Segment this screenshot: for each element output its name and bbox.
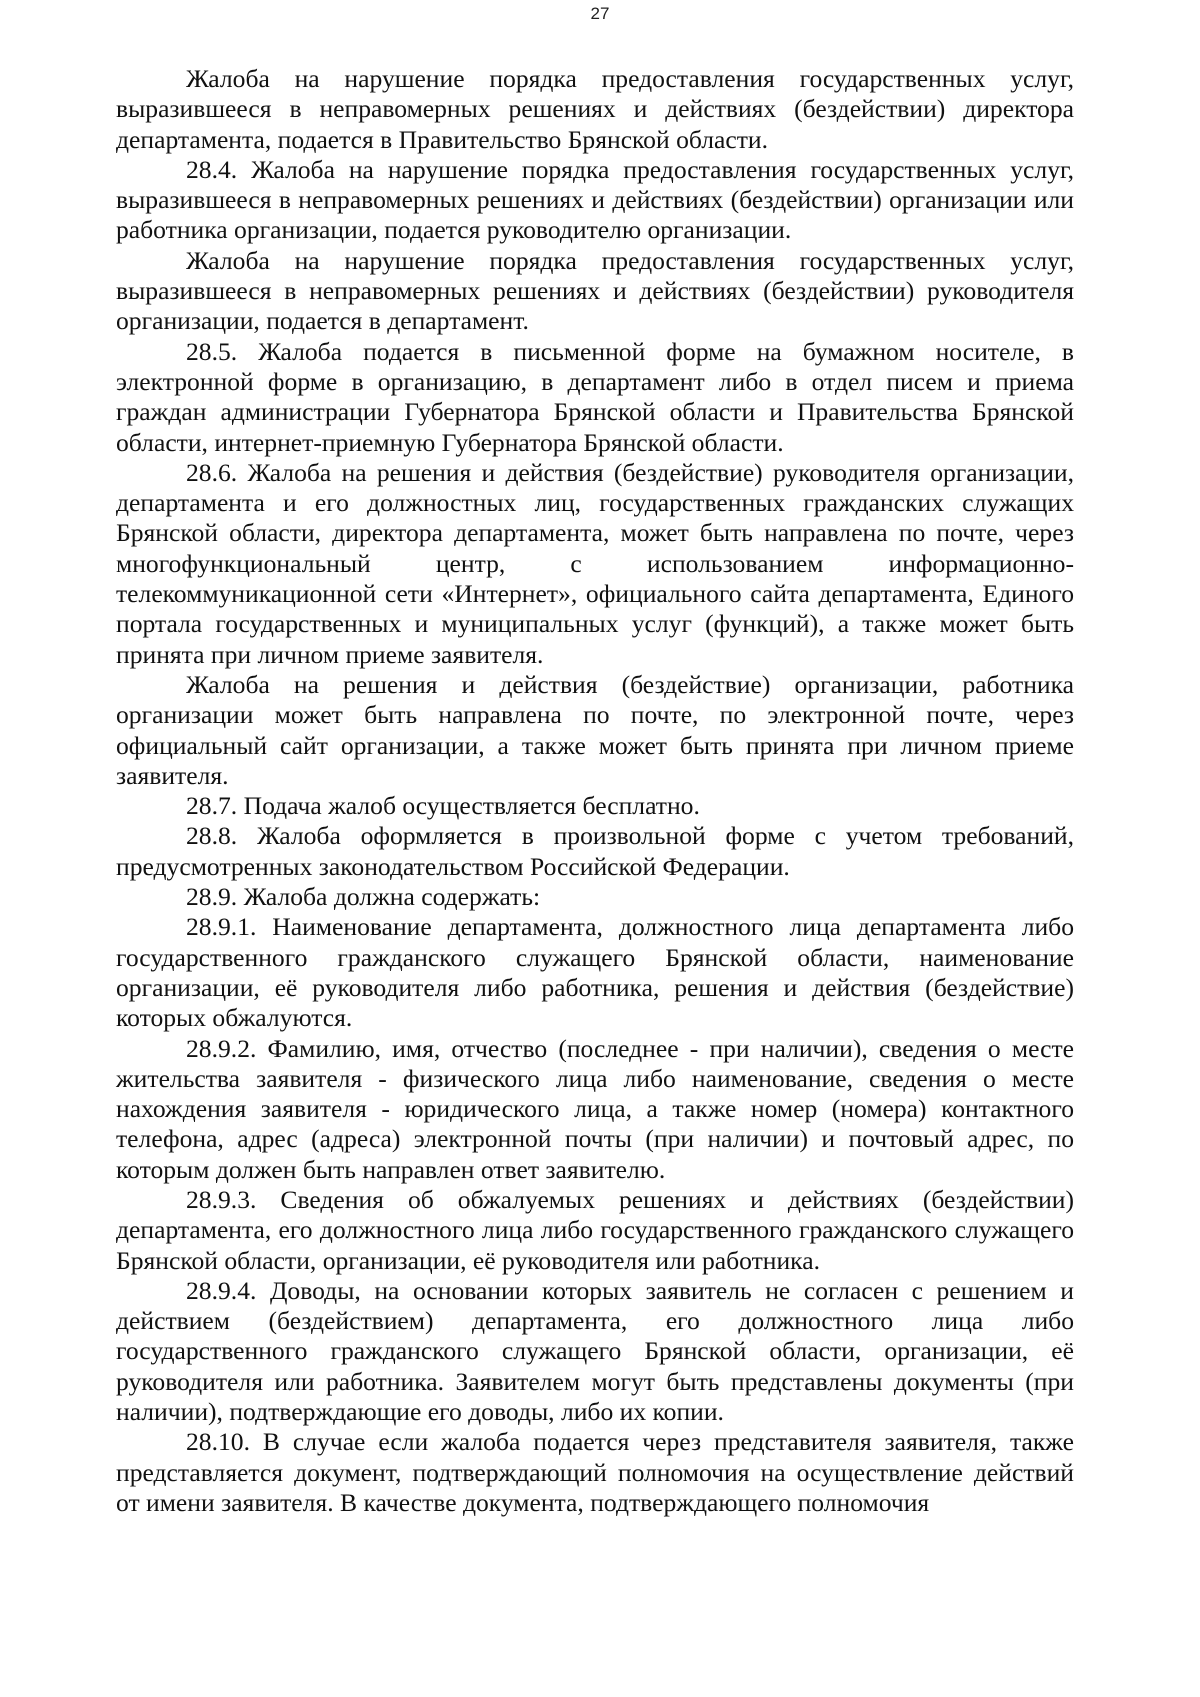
paragraph-complaint-director: Жалоба на нарушение порядка предоставления государственных услуг, выразившееся в неправомерных решениях и действиях (бездействии) директора департамента, подается в Правительство Брянской области.	[116, 64, 1074, 154]
paragraph-28-5: 28.5. Жалоба подается в письменной форме на бумажном носителе, в электронной форме в организацию, в департамент либо в отдел писем и приема граждан администрации Губернатора Брянской области и Правительства Брянской области, интернет-приемную Губернатора Брянской области.	[116, 336, 1074, 457]
paragraph-28-9: 28.9. Жалоба должна содержать:	[186, 882, 541, 912]
paragraph-complaint-org-head: Жалоба на нарушение порядка предоставления государственных услуг, выразившееся в неправомерных решениях и действиях (бездействии) руководителя организации, подается в департамент.	[116, 245, 1074, 336]
paragraph-28-9-4: 28.9.4. Доводы, на основании которых заявитель не согласен с решением и действием (бездействием) департамента, его должностного лица либо государственного гражданского служащего Брянской области, организации, её руководителя или работника. Заявителем могут быть представлены документы (при наличии), подтверждающие его доводы, либо их копии.	[116, 1275, 1074, 1427]
paragraph-28-9-3: 28.9.3. Сведения об обжалуемых решениях и действиях (бездействии) департамента, его должностного лица либо государственного гражданского служащего Брянской области, организации, её руководителя или работника.	[116, 1184, 1074, 1275]
paragraph-28-7: 28.7. Подача жалоб осуществляется бесплатно.	[186, 791, 700, 821]
paragraph-28-10: 28.10. В случае если жалоба подается через представителя заявителя, также представляется документ, подтверждающий полномочия на осуществление действий от имени заявителя. В качестве документа, подтверждающего полномочия	[116, 1427, 1074, 1517]
paragraph-28-6: 28.6. Жалоба на решения и действия (бездействие) руководителя организации, департамента и его должностных лиц, государственных гражданских служащих Брянской области, директора департамента, может быть направлена по почте, через многофункциональный центр, с использованием информационно-телекоммуникационной сети «Интернет», официального сайта департамента, Единого портала государственных и муниципальных услуг (функций), а также может быть принята при личном приеме заявителя.	[116, 457, 1074, 669]
paragraph-28-9-1: 28.9.1. Наименование департамента, должностного лица департамента либо государственного гражданского служащего Брянской области, наименование организации, её руководителя либо работника, решения и действия (бездействие) которых обжалуются.	[116, 912, 1074, 1033]
paragraph-28-4: 28.4. Жалоба на нарушение порядка предоставления государственных услуг, выразившееся в неправомерных решениях и действиях (бездействии) организации или работника организации, подается руководителю организации.	[116, 154, 1074, 245]
document-body	[116, 64, 1074, 1518]
page-number: 27	[590, 4, 610, 23]
paragraph-complaint-org-worker: Жалоба на решения и действия (бездействие) организации, работника организации может быть направлена по почте, по электронной почте, через официальный сайт организации, а также может быть принята при личном приеме заявителя.	[116, 669, 1074, 790]
paragraph-28-8: 28.8. Жалоба оформляется в произвольной форме с учетом требований, предусмотренных законодательством Российской Федерации.	[116, 821, 1074, 881]
paragraph-28-9-2: 28.9.2. Фамилию, имя, отчество (последнее - при наличии), сведения о месте жительства заявителя - физического лица либо наименование, сведения о месте нахождения заявителя - юридического лица, а также номер (номера) контактного телефона, адрес (адреса) электронной почты (при наличии) и почтовый адрес, по которым должен быть направлен ответ заявителю.	[116, 1033, 1074, 1184]
